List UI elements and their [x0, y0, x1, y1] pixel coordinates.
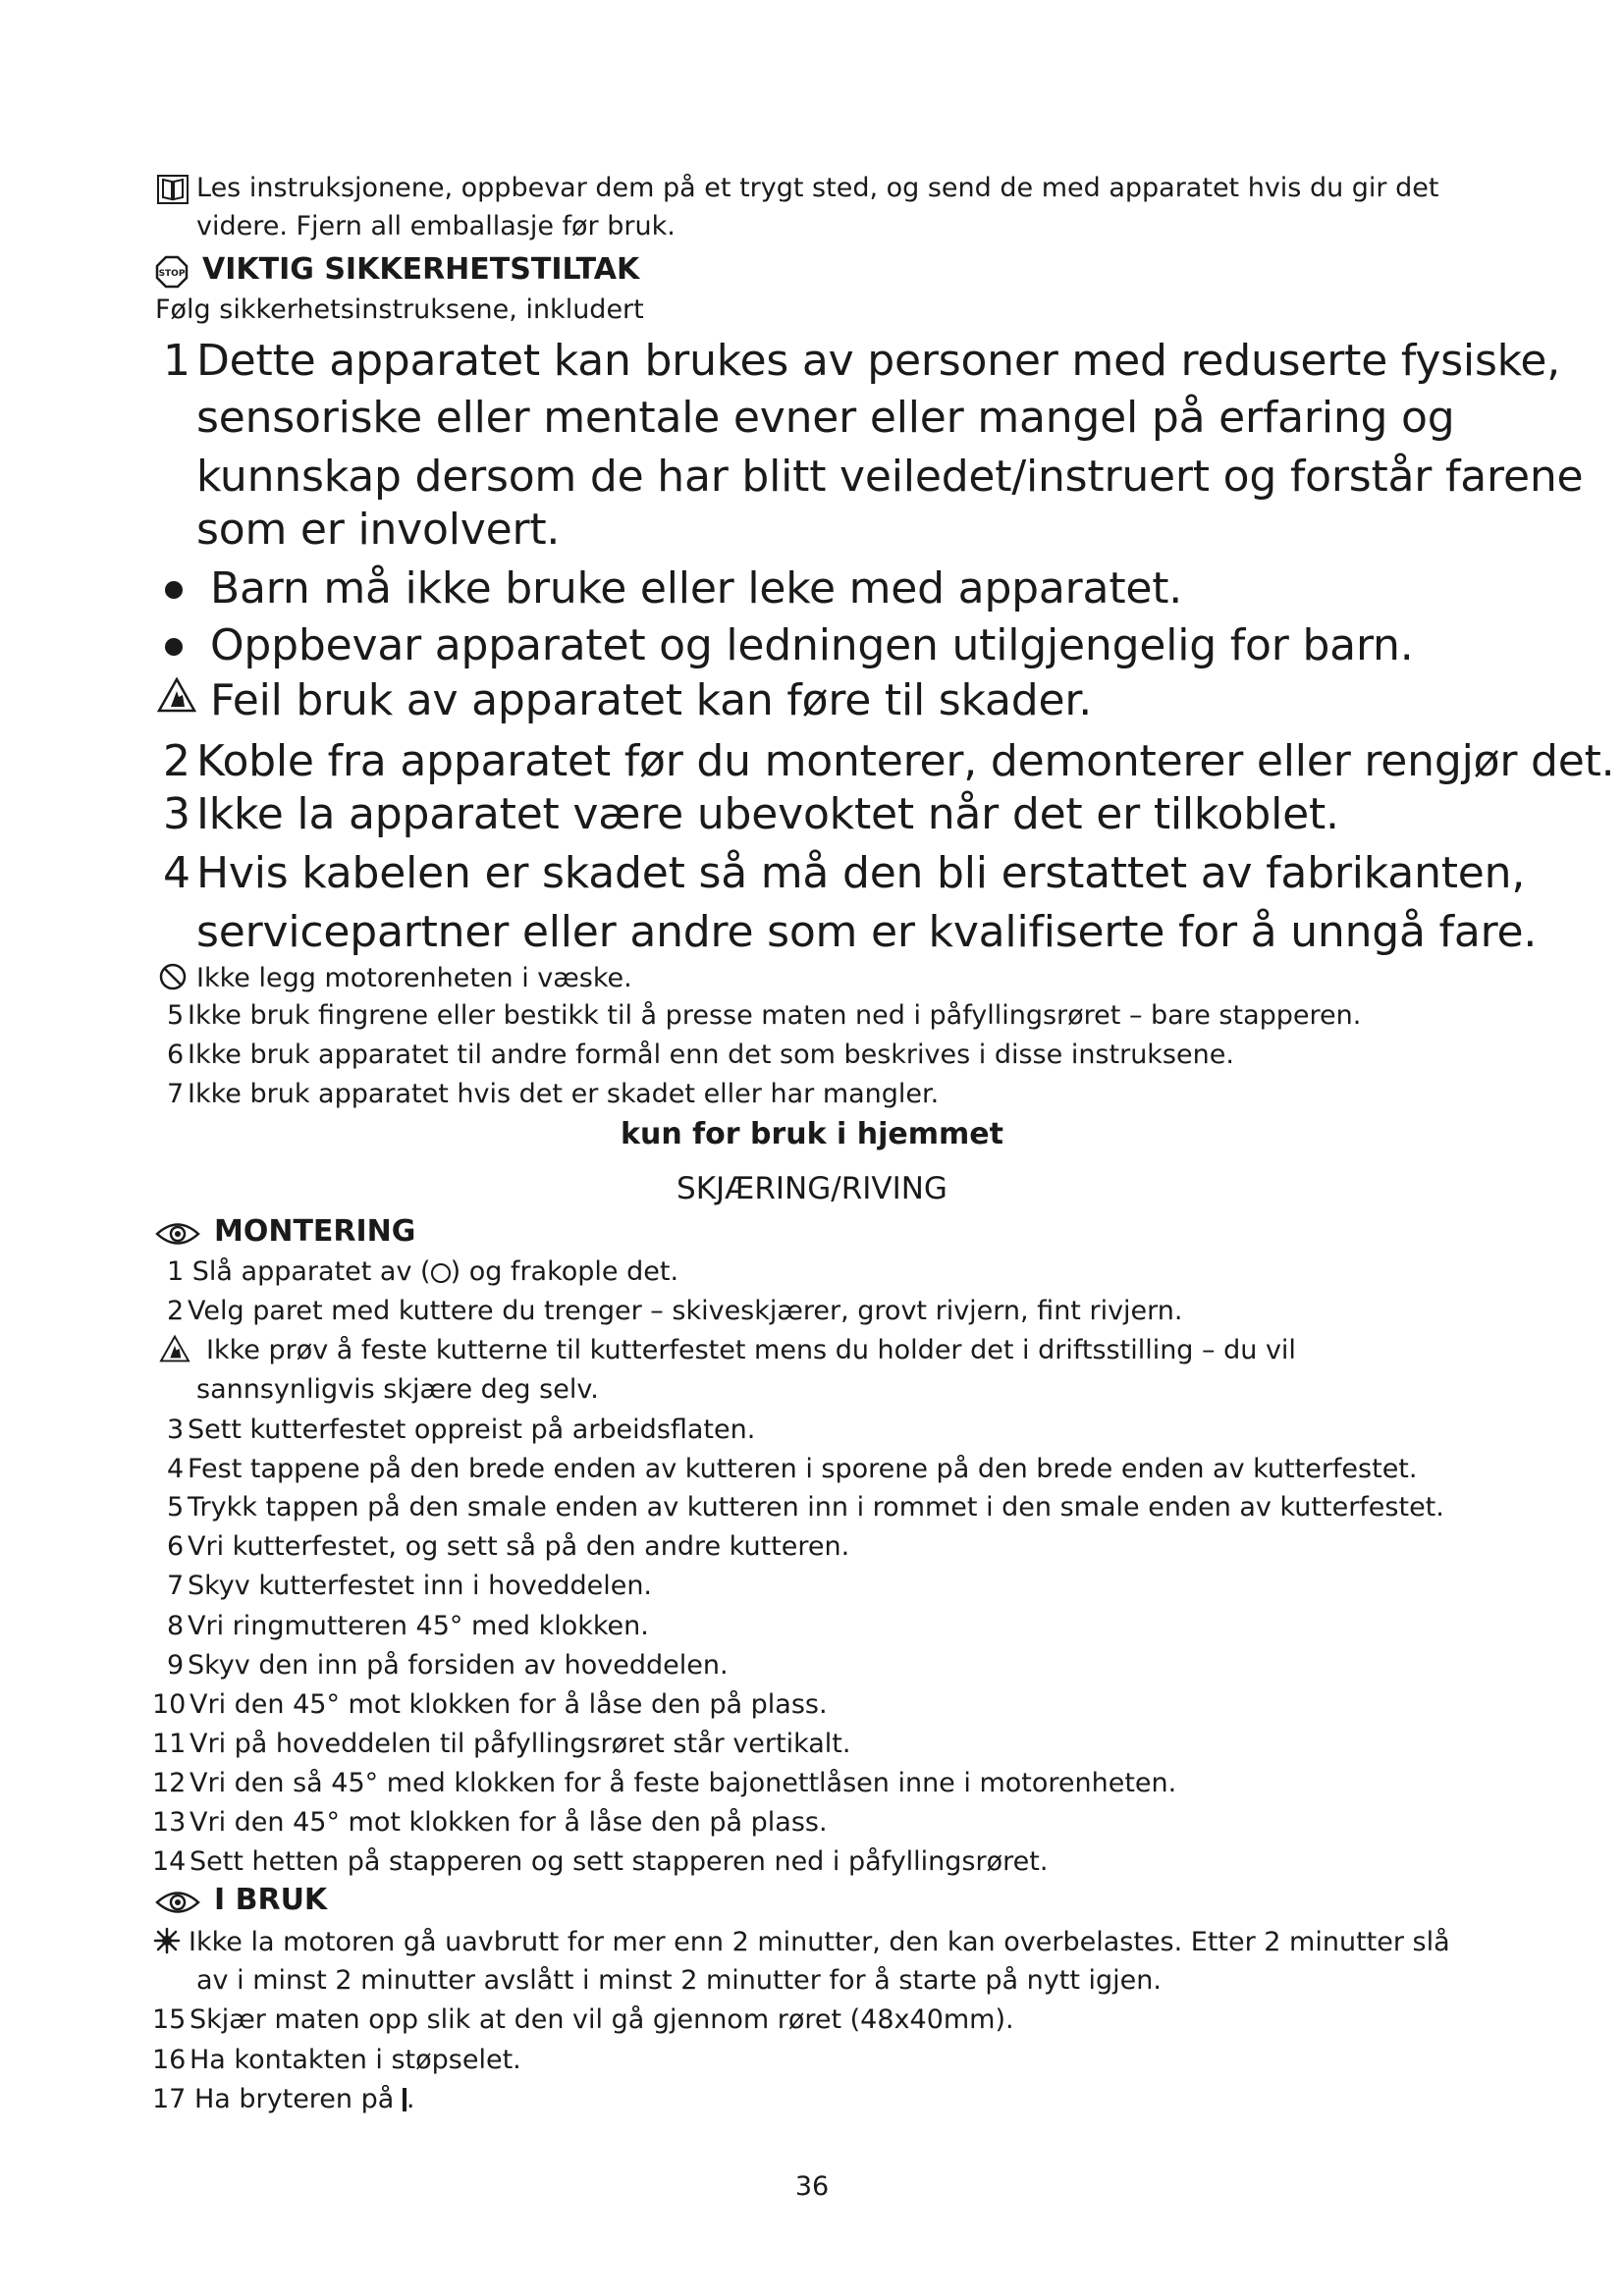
assembly-step-14: Sett hetten på stapperen og sett stapperen ned i påfyllingsrøret. — [189, 1846, 1049, 1877]
assembly-step-1 — [167, 1258, 678, 1285]
assembly-step-3-num: 3 — [167, 1415, 185, 1445]
safety-item-5-num: 5 — [167, 1000, 185, 1031]
assembly-step-4-num: 4 — [167, 1454, 185, 1484]
assembly-step-2-num: 2 — [167, 1296, 185, 1326]
assembly-step-8: Vri ringmutteren 45° med klokken. — [188, 1611, 649, 1641]
svg-text:STOP: STOP — [158, 269, 186, 279]
safety-item-6: Ikke bruk apparatet til andre formål enn det som beskrives i disse instruksene. — [188, 1040, 1234, 1070]
safety-item-7-num: 7 — [167, 1079, 185, 1109]
safety-bullet-1: Barn må ikke bruke eller leke med apparatet. — [210, 563, 1183, 614]
assembly-step-1-num: 1 — [167, 1256, 185, 1287]
intro-line-2: videre. Fjern all emballasje før bruk. — [196, 211, 676, 241]
assembly-step-1-text-post: ) og frakople det. — [450, 1256, 679, 1287]
bullet-icon — [165, 581, 183, 599]
warning-triangle-icon — [159, 1335, 190, 1366]
safety-item-4-num: 4 — [163, 848, 190, 898]
home-use-label: kun for bruk i hjemmet — [621, 1117, 1003, 1151]
assembly-step-10-num: 10 — [152, 1689, 187, 1720]
safety-item-4-line-1: Hvis kabelen er skadet så må den bli erstattet av fabrikanten, — [196, 848, 1526, 898]
page-number: 36 — [794, 2171, 830, 2202]
assembly-step-8-num: 8 — [167, 1611, 185, 1641]
assembly-warning-line-2: sannsynligvis skjære deg selv. — [196, 1374, 599, 1405]
assembly-heading: MONTERING — [214, 1214, 416, 1249]
safety-warning: Feil bruk av apparatet kan føre til skader. — [210, 675, 1093, 725]
assembly-step-9: Skyv den inn på forsiden av hoveddelen. — [188, 1650, 729, 1681]
safety-heading: VIKTIG SIKKERHETSTILTAK — [202, 252, 640, 287]
assembly-step-6: Vri kutterfestet, og sett så på den andre kutteren. — [188, 1531, 850, 1562]
use-overheat-line-1: Ikke la motoren gå uavbrutt for mer enn 2 minutter, den kan overbelastes. Etter 2 minutter slå — [189, 1927, 1450, 1957]
safety-item-1-line-3: kunnskap dersom de har blitt veiledet/instruert og forstår farene — [196, 452, 1584, 502]
use-step-16: Ha kontakten i støpselet. — [189, 2045, 521, 2075]
assembly-step-13-num: 13 — [152, 1807, 187, 1838]
warning-triangle-icon — [157, 677, 196, 717]
assembly-step-11-num: 11 — [152, 1729, 187, 1759]
safety-item-1-line-4: som er involvert. — [196, 505, 561, 555]
assembly-step-12: Vri den så 45° med klokken for å feste bajonettlåsen inne i motorenheten. — [189, 1768, 1177, 1798]
assembly-step-4: Fest tappene på den brede enden av kutteren i sporene på den brede enden av kutterfestet. — [188, 1454, 1418, 1484]
safety-item-1-line-2: sensoriske eller mentale evner eller mangel på erfaring og — [196, 393, 1455, 443]
stop-icon — [155, 255, 189, 293]
book-icon — [157, 175, 189, 208]
safety-item-3-num: 3 — [163, 789, 190, 839]
assembly-step-12-num: 12 — [152, 1768, 187, 1798]
assembly-step-6-num: 6 — [167, 1531, 185, 1562]
use-step-15-num: 15 — [152, 2004, 187, 2035]
eye-icon — [155, 1221, 200, 1251]
safety-item-1-num: 1 — [163, 336, 190, 386]
safety-item-4-line-2: servicepartner eller andre som er kvalifiserte for å unngå fare. — [196, 907, 1538, 957]
assembly-step-13: Vri den 45° mot klokken for å låse den på plass. — [189, 1807, 828, 1838]
assembly-step-9-num: 9 — [167, 1650, 185, 1681]
assembly-warning-line-1: Ikke prøv å feste kutterne til kutterfestet mens du holder det i driftsstilling – du vil — [206, 1335, 1296, 1365]
assembly-step-5-num: 5 — [167, 1492, 185, 1522]
use-step-17-row — [152, 2086, 414, 2112]
use-overheat-line-2: av i minst 2 minutter avslått i minst 2 minutter for å starte på nytt igjen. — [196, 1965, 1162, 1996]
assembly-step-11: Vri på hoveddelen til påfyllingsrøret står vertikalt. — [189, 1729, 851, 1759]
safety-item-1-line-1: Dette apparatet kan brukes av personer med reduserte fysiske, — [196, 336, 1561, 386]
safety-item-7: Ikke bruk apparatet hvis det er skadet eller har mangler. — [188, 1079, 940, 1109]
intro-line-1: Les instruksjonene, oppbevar dem på et trygt sted, og send de med apparatet hvis du gir det — [196, 173, 1439, 203]
assembly-step-2: Velg paret med kuttere du trenger – skiveskjærer, grovt rivjern, fint rivjern. — [188, 1296, 1183, 1326]
safety-prohibit: Ikke legg motorenheten i væske. — [196, 963, 632, 993]
use-step-17-num: 17 — [152, 2084, 187, 2114]
off-circle-icon — [431, 1263, 451, 1283]
prohibition-icon — [159, 963, 187, 994]
use-step-16-num: 16 — [152, 2045, 187, 2075]
bullet-icon — [165, 638, 183, 656]
assembly-step-3: Sett kutterfestet oppreist på arbeidsflaten. — [188, 1415, 756, 1445]
use-step-15: Skjær maten opp slik at den vil gå gjennom røret (48x40mm). — [189, 2004, 1014, 2035]
safety-item-2-num: 2 — [163, 736, 190, 786]
eye-icon — [155, 1890, 200, 1919]
safety-item-3: Ikke la apparatet være ubevoktet når det er tilkoblet. — [196, 789, 1339, 839]
assembly-step-14-num: 14 — [152, 1846, 187, 1877]
assembly-step-7: Skyv kutterfestet inn i hoveddelen. — [188, 1571, 653, 1601]
safety-item-6-num: 6 — [167, 1040, 185, 1070]
overheat-star-icon — [153, 1927, 181, 1958]
use-heading: I BRUK — [214, 1883, 328, 1917]
use-step-17-tail: . — [406, 2084, 415, 2114]
assembly-step-1-text-pre: Slå apparatet av ( — [191, 1256, 431, 1287]
assembly-step-7-num: 7 — [167, 1571, 185, 1601]
section-title: SKJÆRING/RIVING — [677, 1171, 947, 1206]
safety-item-5: Ikke bruk fingrene eller bestikk til å presse maten ned i påfyllingsrøret – bare stapperen. — [188, 1000, 1362, 1031]
assembly-step-10: Vri den 45° mot klokken for å låse den på plass. — [189, 1689, 828, 1720]
safety-bullet-2: Oppbevar apparatet og ledningen utilgjengelig for barn. — [210, 620, 1414, 670]
safety-subtitle: Følg sikkerhetsinstruksene, inkludert — [155, 294, 644, 325]
safety-item-2: Koble fra apparatet før du monterer, demonterer eller rengjør det. — [196, 736, 1615, 786]
assembly-step-5: Trykk tappen på den smale enden av kutteren inn i rommet i den smale enden av kutterfestet. — [188, 1492, 1444, 1522]
use-step-17: Ha bryteren på — [193, 2084, 395, 2114]
